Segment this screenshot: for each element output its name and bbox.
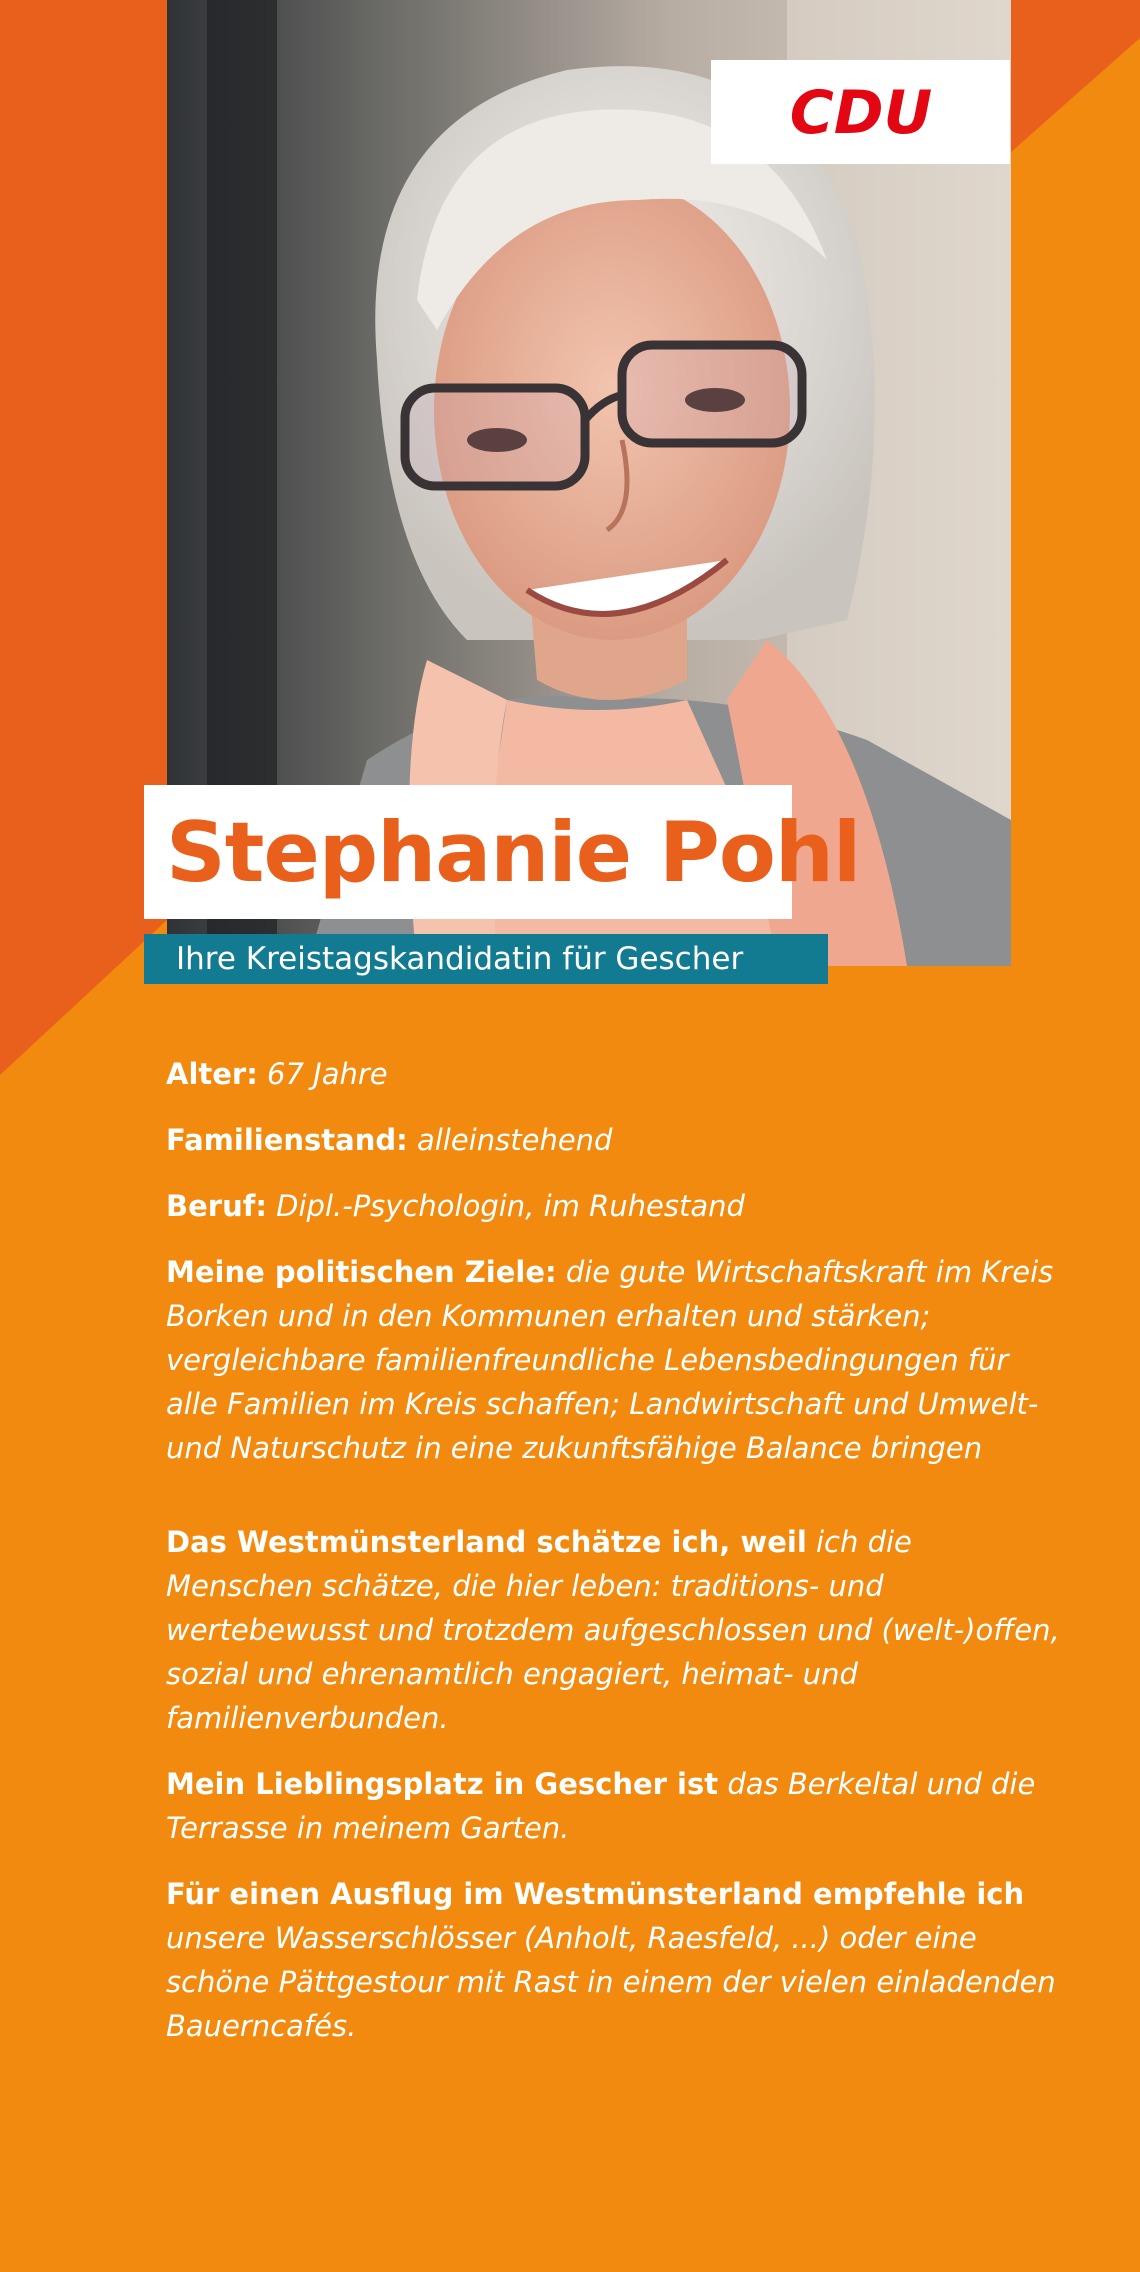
profile-profession [166,1184,1066,1228]
cdu-logo-text: CDU [789,81,932,143]
candidate-subtitle-box [144,934,828,984]
profile-excursion [166,1872,1066,2048]
profile-marital-label: Familienstand: [166,1123,408,1157]
profile-favorite-place [166,1762,1066,1850]
profile-age-label: Alter: [166,1057,258,1091]
candidate-name: Stephanie Pohl [166,803,861,901]
profile-westmuensterland [166,1520,1066,1740]
profile-excursion-label: Für einen Ausflug im Westmünsterland empfehle ich [166,1877,1025,1911]
profile-westmuensterland-value: ich die Menschen schätze, die hier leben: traditions- und wertebewusst und trotzdem aufgeschlossen und (welt-)offen, sozial und ehrenamtlich engagiert, heimat- und familienverbunden. [166,1525,1060,1735]
profile-age-value: 67 Jahre [267,1057,388,1091]
profile-westmuensterland-label: Das Westmünsterland schätze ich, weil [166,1525,807,1559]
profile-excursion-value: unsere Wasserschlösser (Anholt, Raesfeld, ...) oder eine schöne Pättgestour mit Rast in einem der vielen einladenden Bauerncafés. [166,1921,1056,2043]
profile-political-goals [166,1250,1066,1470]
profile-profession-label: Beruf: [166,1189,267,1223]
profile-content [166,1052,1066,2070]
cdu-logo-mark [770,81,952,143]
candidate-subtitle: Ihre Kreistagskandidatin für Gescher [176,941,744,977]
profile-favorite-place-value: das Berkeltal und die Terrasse in meinem Garten. [166,1767,1036,1845]
profile-age [166,1052,1066,1096]
candidate-name-box [144,785,861,919]
profile-goals-label: Meine politischen Ziele: [166,1255,557,1289]
profile-profession-value: Dipl.-Psychologin, im Ruhestand [276,1189,745,1223]
profile-favorite-place-label: Mein Lieblingsplatz in Gescher ist [166,1767,719,1801]
cdu-logo [711,60,1010,164]
profile-goals-value: die gute Wirtschaftskraft im Kreis Borken und in den Kommunen erhalten und stärken; vergleichbare familienfreundliche Lebensbedingungen für alle Familien im Kreis schaffen; Landwirtschaft und Umwelt- und Naturschutz in eine zukunftsfähige Balance bringen [166,1255,1054,1465]
profile-marital-value: alleinstehend [416,1123,613,1157]
profile-marital-status [166,1118,1066,1162]
